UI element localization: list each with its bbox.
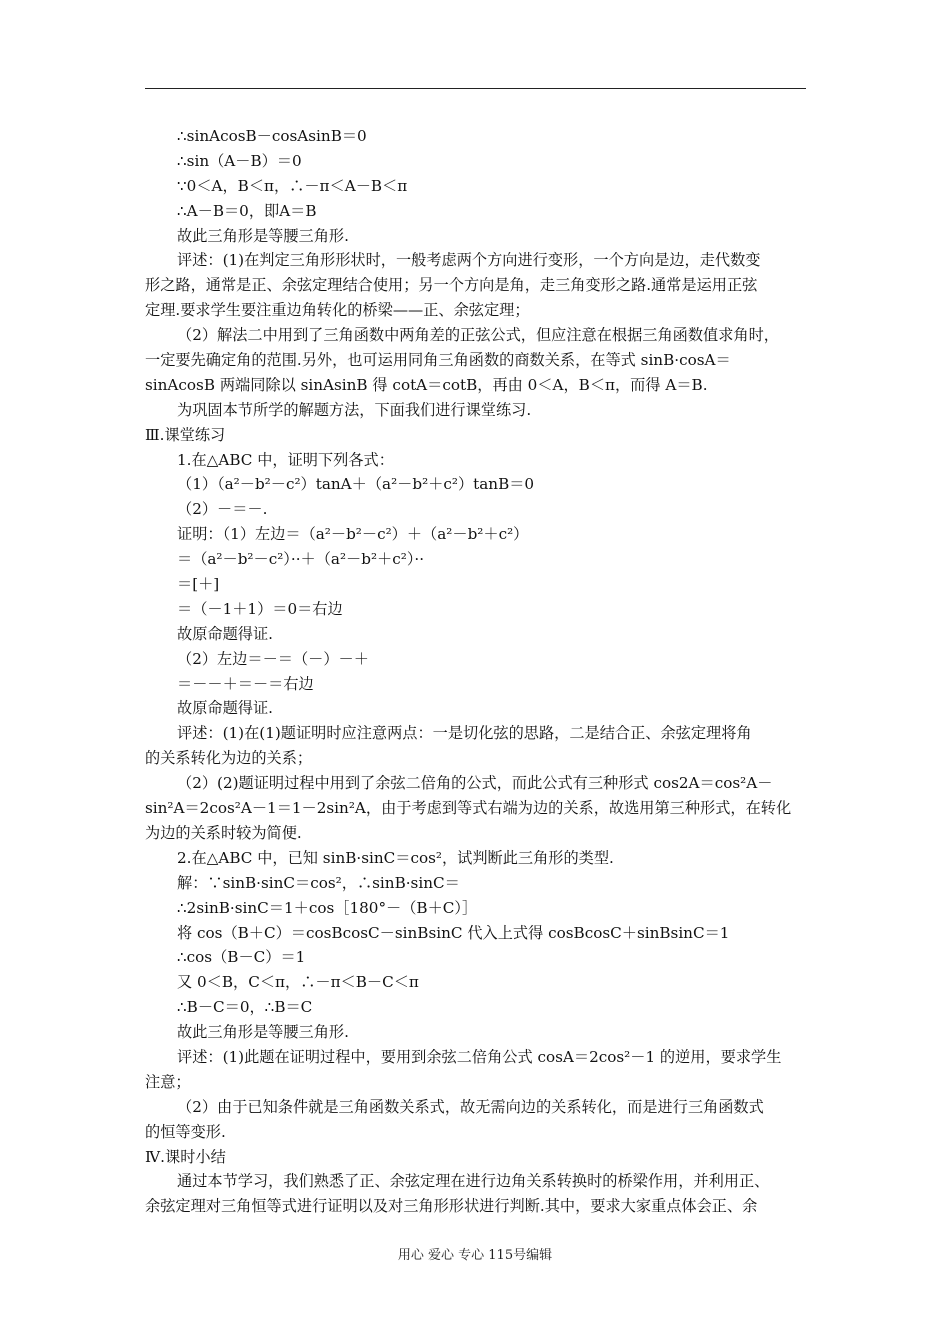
text-line: （2）由于已知条件就是三角函数关系式，故无需向边的关系转化，而是进行三角函数式	[177, 1097, 764, 1116]
text-line: （2）解法二中用到了三角函数中两角差的正弦公式，但应注意在根据三角函数值求角时，	[177, 326, 779, 345]
text-line: ＝[＋]	[177, 575, 220, 594]
text-line: 注意；	[145, 1072, 191, 1091]
text-line: 解：∵sinB·sinC＝cos²，∴sinB·sinC＝	[177, 873, 460, 892]
text-line: ∴A－B＝0，即A＝B	[177, 201, 317, 220]
text-line: 故此三角形是等腰三角形.	[177, 226, 349, 245]
text-line: Ⅲ.课堂练习	[145, 425, 226, 444]
text-line: ∴B－C＝0，∴B＝C	[177, 998, 313, 1017]
text-line: 形之路，通常是正、余弦定理结合使用；另一个方向是角，走三角变形之路.通常是运用正弦	[145, 276, 758, 295]
text-line: ∴cos（B－C）＝1	[177, 948, 306, 967]
text-line: 故原命题得证.	[177, 699, 273, 718]
text-line: 证明：（1）左边＝（a²－b²－c²）＋（a²－b²＋c²）	[177, 525, 529, 544]
text-line: 的关系转化为边的关系；	[145, 749, 313, 768]
text-line: 故原命题得证.	[177, 624, 273, 643]
text-line: 评述：(1)此题在证明过程中，要用到余弦二倍角公式 cosA＝2cos²－1 的逆用，要求学生	[177, 1047, 782, 1066]
text-line: 又 0＜B，C＜π，∴－π＜B－C＜π	[177, 973, 419, 992]
text-line: 为巩固本节所学的解题方法，下面我们进行课堂练习.	[177, 400, 532, 419]
text-line: （2）(2)题证明过程中用到了余弦二倍角的公式，而此公式有三种形式 cos2A＝cos²A－	[177, 774, 773, 793]
text-line: 将 cos（B＋C）＝cosBcosC－sinBsinC 代入上式得 cosBcosC＋sinBsinC＝1	[177, 923, 730, 942]
text-line: 定理.要求学生要注重边角转化的桥梁——正、余弦定理；	[145, 301, 530, 320]
text-line: sinAcosB 两端同除以 sinAsinB 得 cotA＝cotB，再由 0＜A，B＜π，而得 A＝B.	[145, 375, 708, 394]
text-line: （1）（a²－b²－c²）tanA＋（a²－b²＋c²）tanB＝0	[177, 475, 535, 494]
text-line: ∴sinAcosB－cosAsinB＝0	[177, 127, 367, 145]
text-line: （2）－＝－.	[177, 500, 268, 519]
text-line: sin²A＝2cos²A－1＝1－2sin²A，由于考虑到等式右端为边的关系，故选用第三种形式，在转化	[145, 799, 792, 818]
text-line: 评述：(1)在(1)题证明时应注意两点：一是切化弦的思路，二是结合正、余弦定理将角	[177, 724, 752, 743]
document-body	[145, 124, 806, 1219]
text-line: （2）左边＝－＝（－）－＋	[177, 649, 369, 668]
text-line: 一定要先确定角的范围.另外，也可运用同角三角函数的商数关系，在等式 sinB·cosA＝	[145, 351, 731, 370]
text-line: 为边的关系时较为简便.	[145, 823, 302, 842]
text-line: 1.在△ABC 中，证明下列各式：	[177, 450, 394, 469]
text-line: ＝（a²－b²－c²）··＋（a²－b²＋c²）··	[177, 550, 425, 569]
text-line: 的恒等变形.	[145, 1122, 226, 1141]
text-line: ∴2sinB·sinC＝1＋cos［180°－（B＋C）］	[177, 898, 478, 917]
text-line: 故此三角形是等腰三角形.	[177, 1023, 349, 1042]
text-line: ＝－－＋＝－＝右边	[177, 674, 314, 693]
text-line: 评述：(1)在判定三角形形状时，一般考虑两个方向进行变形，一个方向是边，走代数变	[177, 251, 761, 270]
text-line: ∴sin（A－B）＝0	[177, 151, 302, 170]
text-line: ∵0＜A，B＜π，∴－π＜A－B＜π	[177, 176, 408, 195]
text-line: 通过本节学习，我们熟悉了正、余弦定理在进行边角关系转换时的桥梁作用，并利用正、	[177, 1172, 770, 1191]
text-line: 余弦定理对三角恒等式进行证明以及对三角形形状进行判断.其中，要求大家重点体会正、余	[145, 1197, 758, 1216]
text-line: 2.在△ABC 中，已知 sinB·sinC＝cos²，试判断此三角形的类型.	[177, 848, 614, 867]
page-footer: 用心 爱心 专心 115号编辑	[397, 1248, 553, 1263]
header-rule	[145, 88, 806, 89]
text-line: ＝（－1＋1）＝0＝右边	[177, 599, 343, 618]
text-line: Ⅳ.课时小结	[145, 1147, 226, 1166]
